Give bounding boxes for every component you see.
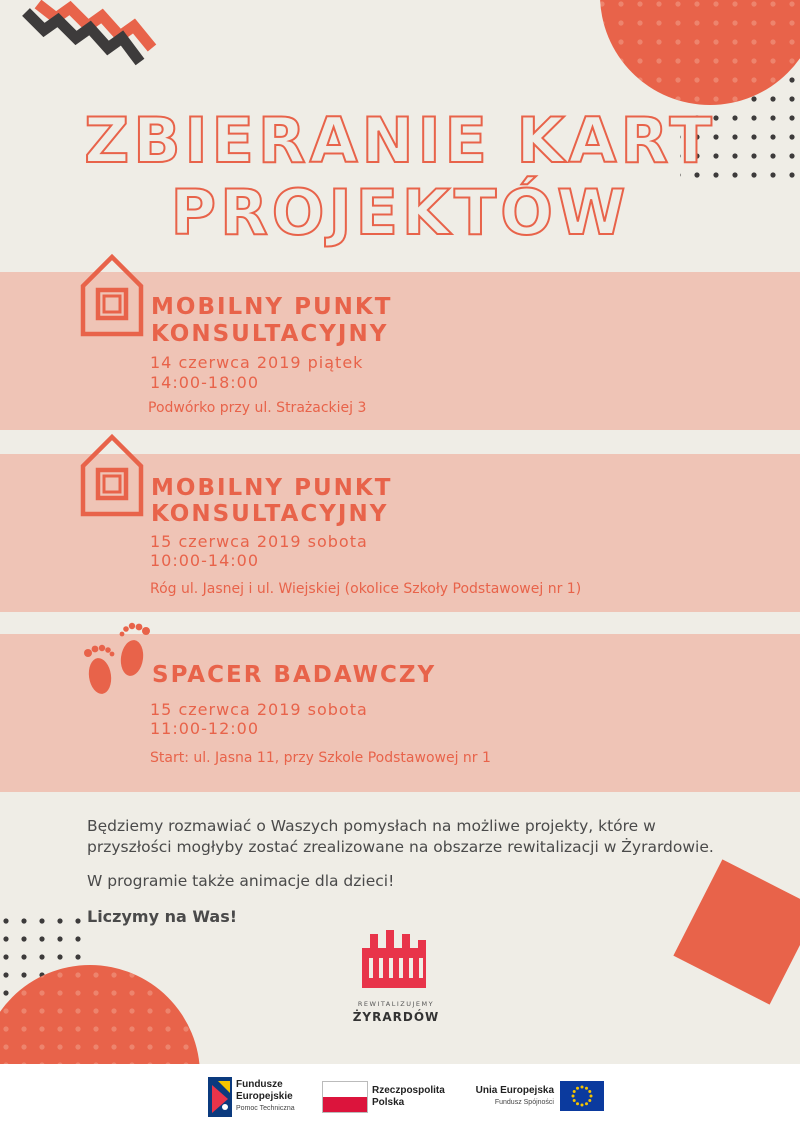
ue-line-1: Unia Europejska bbox=[475, 1085, 554, 1096]
event-title-1b: KONSULTACYJNY bbox=[151, 321, 389, 347]
zigzag-decoration bbox=[0, 0, 160, 80]
event-time-2: 10:00-14:00 bbox=[150, 551, 259, 570]
house-icon bbox=[78, 252, 146, 338]
rp-line-2: Polska bbox=[372, 1097, 405, 1108]
fe-line-2: Europejskie bbox=[236, 1091, 293, 1102]
event-date-3: 15 czerwca 2019 sobota bbox=[150, 700, 368, 719]
orange-square-decoration bbox=[673, 859, 800, 1004]
factory-gear-icon bbox=[356, 926, 436, 992]
ue-line-2: Fundusz Spójności bbox=[494, 1099, 554, 1106]
event-time-1: 14:00-18:00 bbox=[150, 373, 259, 392]
footer-logos-bar bbox=[0, 1064, 800, 1132]
event-place-2: Róg ul. Jasnej i ul. Wiejskiej (okolice Szkoły Podstawowej nr 1) bbox=[150, 581, 582, 597]
event-title-3: SPACER BADAWCZY bbox=[152, 662, 437, 688]
closing-line: Liczymy na Was! bbox=[87, 907, 238, 926]
body-paragraph-line-1: Będziemy rozmawiać o Waszych pomysłach na możliwe projekty, które w bbox=[87, 817, 656, 835]
polish-flag-icon bbox=[322, 1081, 368, 1113]
footprints-icon bbox=[78, 618, 158, 698]
event-title-2a: MOBILNY PUNKT bbox=[151, 475, 393, 501]
event-time-3: 11:00-12:00 bbox=[150, 719, 259, 738]
title-line-2: PROJEKTÓW bbox=[170, 176, 630, 249]
logo-small-text: REWITALIZUJEMY bbox=[357, 1000, 435, 1008]
rp-line-1: Rzeczpospolita bbox=[372, 1085, 445, 1096]
title-line-1: ZBIERANIE KART bbox=[84, 104, 716, 177]
house-icon bbox=[78, 432, 146, 518]
fe-line-1: Fundusze bbox=[236, 1079, 283, 1090]
event-place-1: Podwórko przy ul. Strażackiej 3 bbox=[148, 400, 367, 416]
event-date-2: 15 czerwca 2019 sobota bbox=[150, 532, 368, 551]
fundusze-europejskie-logo-icon bbox=[208, 1077, 232, 1117]
circle-dots-decoration-bottom bbox=[0, 915, 210, 1065]
eu-flag-icon bbox=[560, 1081, 604, 1111]
kids-animation-note: W programie także animacje dla dzieci! bbox=[87, 872, 395, 890]
event-date-1: 14 czerwca 2019 piątek bbox=[150, 353, 364, 372]
event-title-2b: KONSULTACYJNY bbox=[151, 501, 389, 527]
event-title-1a: MOBILNY PUNKT bbox=[151, 294, 393, 320]
body-paragraph-line-2: przyszłości mogłyby zostać zrealizowane na obszarze rewitalizacji w Żyrardowie. bbox=[87, 838, 714, 856]
logo-big-text: ŻYRARDÓW bbox=[352, 1010, 440, 1024]
fe-line-3: Pomoc Techniczna bbox=[236, 1105, 295, 1112]
event-place-3: Start: ul. Jasna 11, przy Szkole Podstawowej nr 1 bbox=[150, 750, 491, 766]
